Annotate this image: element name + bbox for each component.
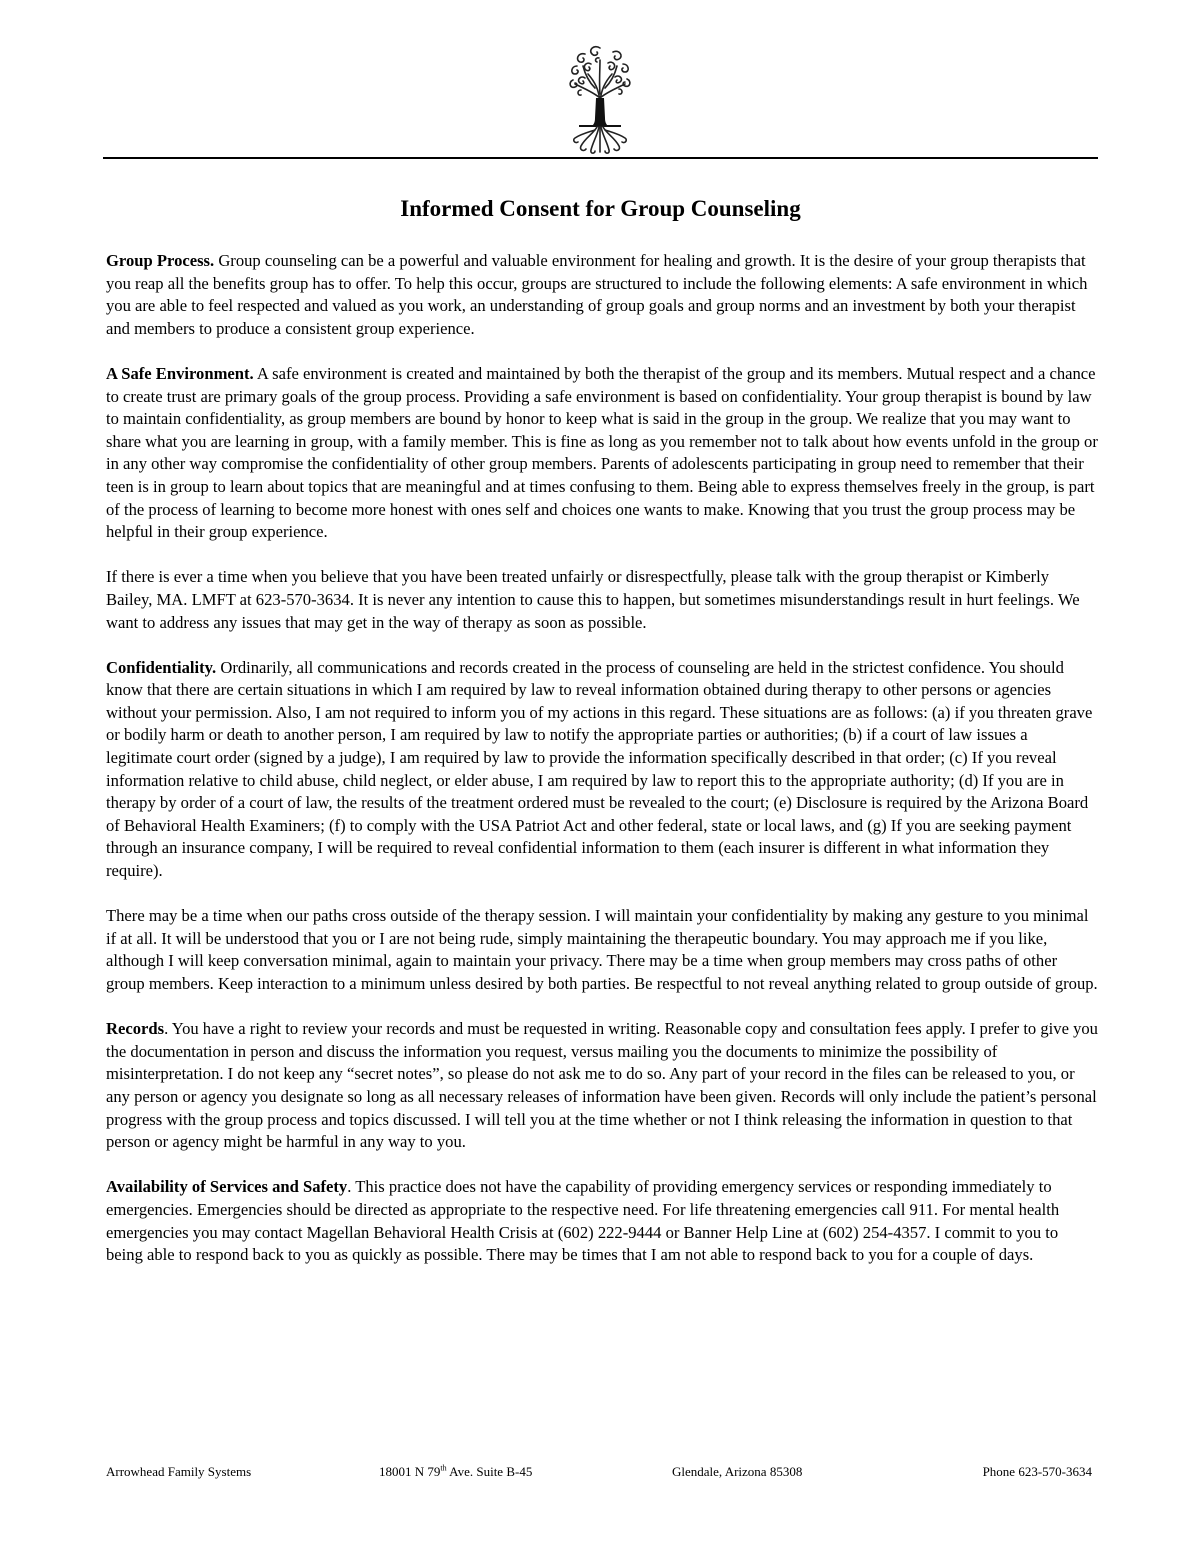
section-records: [106, 1018, 1098, 1154]
section-text: There may be a time when our paths cross outside of the therapy session. I will maintain your confidentiality by making any gesture to you minimal if at all. It will be understood that you or I are not being rude, simply maintaining the therapeutic boundary. You may approach me if you like, although I will keep conversation minimal, again to maintain your privacy. There may be a time when group members may cross paths of other group members. Keep interaction to a minimum unless desired by both parties. Be respectful to not reveal anything related to group outside of group.: [106, 906, 1098, 993]
section-text: A safe environment is created and maintained by both the therapist of the group and its members. Mutual respect and a chance to create trust are primary goals of the group process. Providing a safe environment is based on confidentiality. Your group therapist is bound by law to maintain confidentiality, as group members are bound by honor to keep what is said in the group in the group. We realize that you may want to share what you are learning in group, with a family member. This is fine as long as you remember not to talk about how events unfold in the group or in any other way compromise the confidentiality of other group members. Parents of adolescents participating in group need to remember that their teen is in group to learn about topics that are meaningful and at times confusing to them. Being able to express themselves freely in the group, is part of the process of learning to become more honest with ones self and choices one wants to make. Knowing that you trust the group process may be helpful in their group experience.: [106, 363, 1098, 542]
section-text: Group counseling can be a powerful and valuable environment for healing and growth. It is the desire of your group therapists that you reap all the benefits group has to offer. To help this occur, groups are structured to include the following elements: A safe environment in which you are able to feel respected and valued as you work, an understanding of group goals and group norms and an investment by both your therapist and members to produce a consistent group experience.: [106, 251, 1088, 338]
section-text: Ordinarily, all communications and records created in the process of counseling are held in the strictest confidence. You should know that there are certain situations in which I am required by law to reveal information obtained during therapy to other persons or agencies without your permission. Also, I am not required to inform you of my actions in this regard. These situations are as follows: (a) if you threaten grave or bodily harm or death to another person, I am required by law to notify the appropriate parties or authorities; (b) if a court of law issues a legitimate court order (signed by a judge), I am required by law to provide the information specifically described in that order; (c) If you reveal information relative to child abuse, child neglect, or elder abuse, I am required by law to report this to the appropriate authority; (d) If you are in therapy by order of a court of law, the results of the treatment ordered must be revealed to the court; (e) Disclosure is required by the Arizona Board of Behavioral Health Examiners; (f) to comply with the USA Patriot Act and other federal, state or local laws, and (g) If you are seeking payment through an insurance company, I will be required to reveal confidential information to them (each insurer is different in what information they require).: [106, 657, 1093, 881]
section-heading: Group Process.: [106, 251, 215, 270]
section-paths-cross: [106, 905, 1098, 995]
footer-org: Arrowhead Family Systems: [106, 1464, 252, 1479]
section-heading: Confidentiality.: [106, 657, 217, 677]
document-body: [106, 250, 1098, 1289]
footer-address: [379, 1464, 532, 1480]
footer-address-street: 18001 N 79: [379, 1464, 441, 1479]
section-text: . This practice does not have the capability of providing emergency services or responding immediately to emergencies. Emergencies should be directed as appropriate to the respective need. For life threatening emergencies call 911. For mental health emergencies you may contact Magellan Behavioral Health Crisis at (602) 222-9444 or Banner Help Line at (602) 254-4357. I commit to you to being able to respond back to you as quickly as possible. There may be times that I am not able to respond back to you for a couple of days.: [106, 1177, 1060, 1265]
section-text: If there is ever a time when you believe that you have been treated unfairly or disrespectfully, please talk with the group therapist or Kimberly Bailey, MA. LMFT at 623-570-3634. It is never any intention to cause this to happen, but sometimes misunderstandings result in hurt feelings. We want to address any issues that may get in the way of therapy as soon as possible.: [106, 567, 1080, 632]
document-title: Informed Consent for Group Counseling: [400, 196, 801, 221]
section-availability: [106, 1176, 1098, 1266]
section-safe-environment: [106, 363, 1098, 544]
section-heading: Records: [106, 1019, 165, 1039]
footer-phone: Phone 623-570-3634: [982, 1464, 1092, 1479]
page-footer: [106, 1464, 1092, 1484]
section-unfair-treatment: [106, 566, 1098, 634]
footer-address-suffix: th: [440, 1463, 447, 1473]
section-text: . You have a right to review your records and must be requested in writing. Reasonable copy and consultation fees apply. I prefer to give you the documentation in person and discuss the information you request, versus mailing you the documents to minimize the possibility of misinterpretation. I do not keep any “secret notes”, so please do not ask me to do so. Any part of your record in the files can be released to you, or any person or agency you designate so long as all necessary releases of information have been given. Records will only include the patient’s personal progress with the group process and topics discussed. I will tell you at the time whether or not I think releasing the information in question to that person or agency might be harmful in any way to you.: [106, 1019, 1098, 1152]
section-heading: A Safe Environment.: [106, 363, 254, 383]
tree-logo-icon: [555, 38, 645, 156]
footer-address-suite: Ave. Suite B-45: [446, 1464, 533, 1479]
section-heading: Availability of Services and Safety: [106, 1177, 348, 1197]
section-group-process: [106, 250, 1098, 340]
footer-city: Glendale, Arizona 85308: [672, 1464, 803, 1479]
section-confidentiality: [106, 657, 1098, 883]
header-divider: [103, 157, 1098, 159]
